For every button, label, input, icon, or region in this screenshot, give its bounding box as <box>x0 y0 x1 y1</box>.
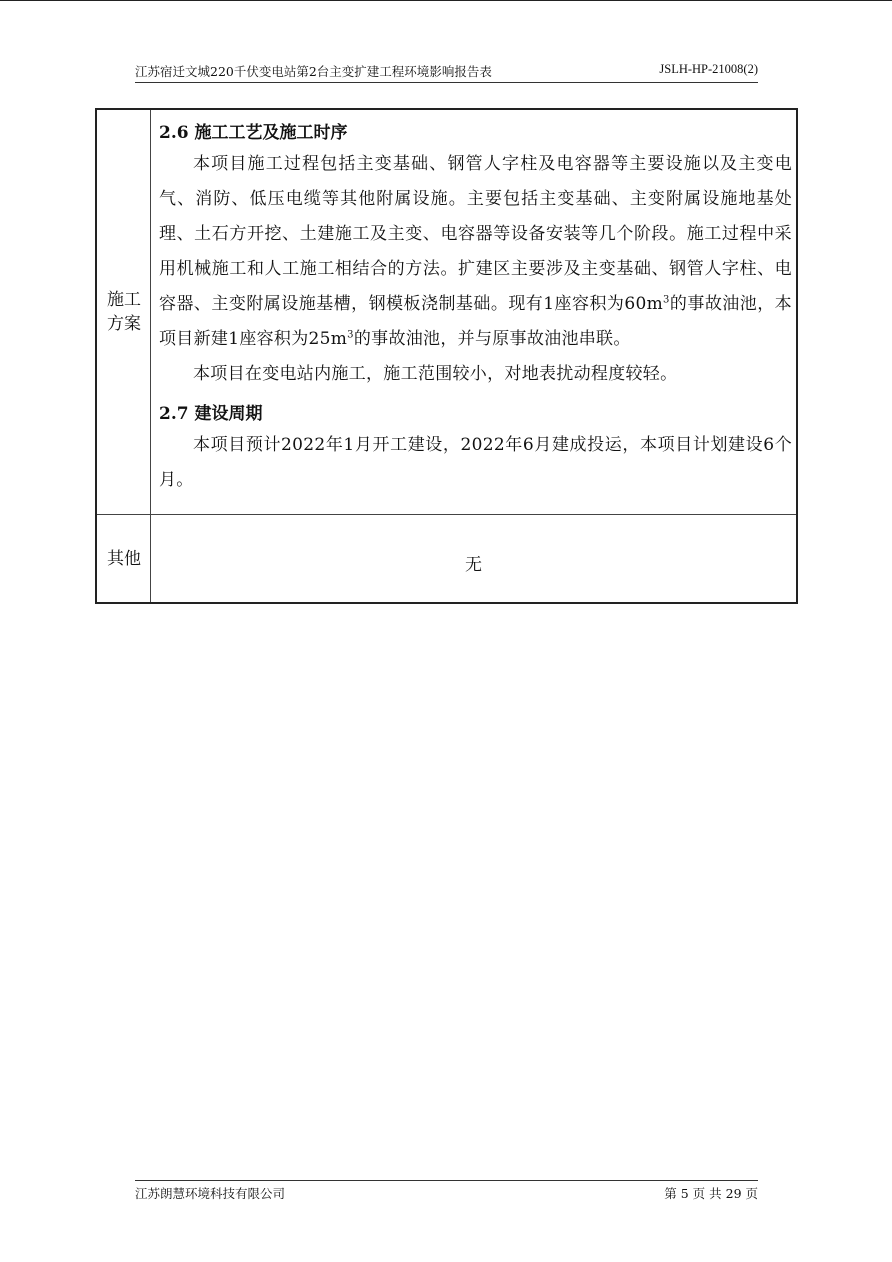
content-table <box>95 108 798 604</box>
company-name: 江苏朗慧环境科技有限公司 <box>135 1186 286 1201</box>
construction-plan-label: 施工 方案 <box>107 290 141 334</box>
section-heading-2-7: 2.7 建设周期 <box>159 404 263 424</box>
page-number: 第 5 页 共 29 页 <box>664 1186 758 1201</box>
other-value: 无 <box>465 555 482 575</box>
paragraph-construction-scope: 本项目在变电站内施工，施工范围较小，对地表扰动程度较轻。 <box>193 364 678 384</box>
page-footer <box>135 1180 758 1201</box>
other-label: 其他 <box>107 549 141 569</box>
page-top-border <box>0 0 892 1</box>
page-header <box>135 62 758 83</box>
construction-plan-content <box>159 119 792 498</box>
column-divider <box>150 110 151 602</box>
paragraph-construction-process: 本项目施工过程包括主变基础、钢管人字柱及电容器等主要设施以及主变电气、消防、低压电缆等其他附属设施。主要包括主变基础、主变附属设施地基处理、土石方开挖、土建施工及主变、电容器等设备安装等几个阶段。施工过程中采用机械施工和人工施工相结合的方法。扩建区主要涉及主变基础、钢管人字柱、电容器、主变附属设施基槽，钢模板浇制基础。现有1座容积为$60m^3$的事故油池，本项目新建1座容积为$25m^3$的事故油池，并与原事故油池串联。 <box>159 154 792 349</box>
row-divider <box>97 514 796 515</box>
section-heading-2-6: 2.6 施工工艺及施工时序 <box>159 123 348 143</box>
paragraph-construction-period: 本项目预计2022年1月开工建设，2022年6月建成投运，本项目计划建设6个月。 <box>159 435 792 490</box>
report-title: 江苏宿迁文城220千伏变电站第2台主变扩建工程环境影响报告表 <box>135 64 492 79</box>
report-code: JSLH-HP-21008(2) <box>659 62 758 76</box>
